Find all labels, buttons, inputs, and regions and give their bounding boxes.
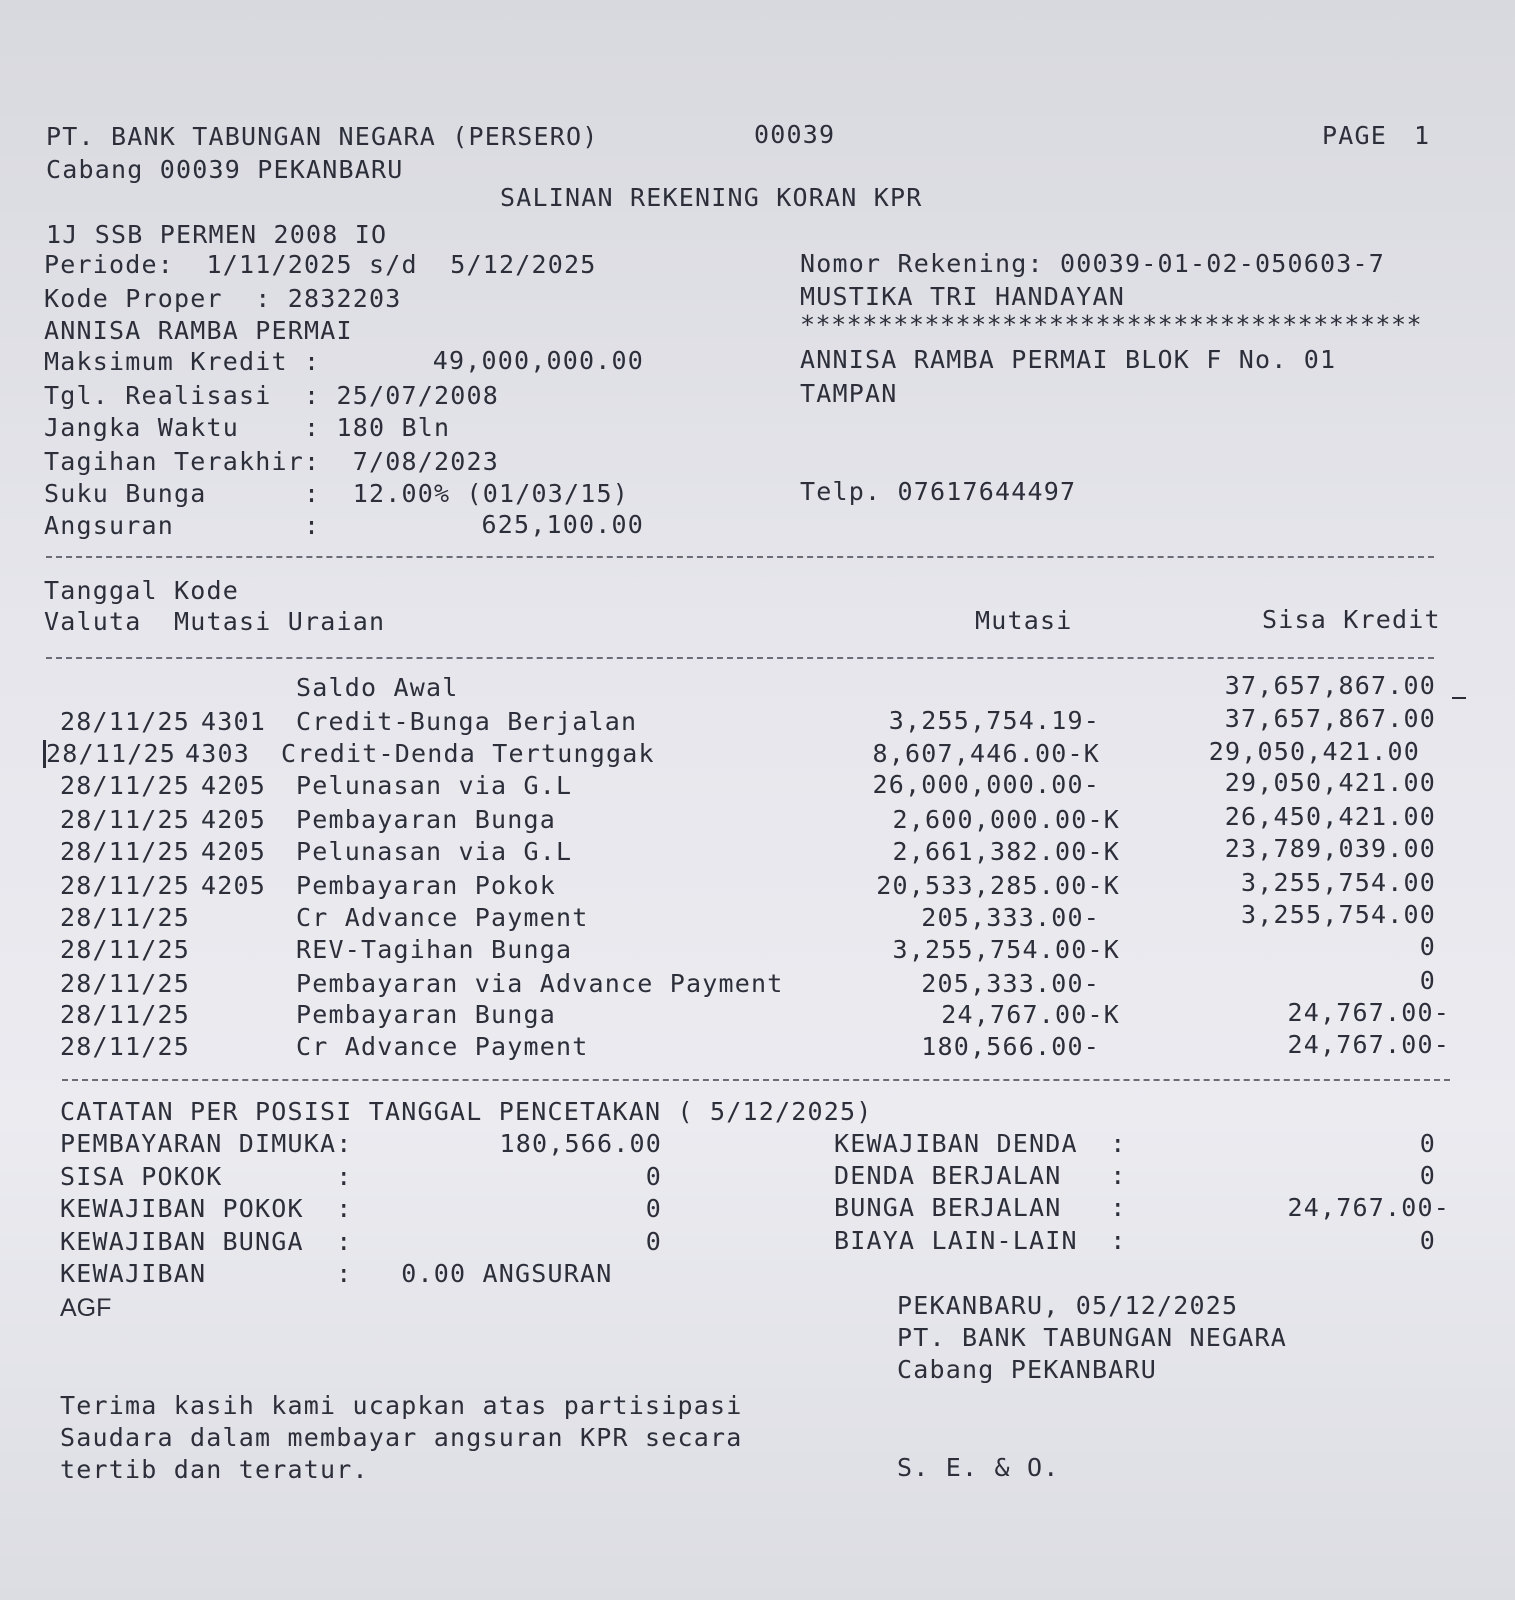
row-sisa-kredit: 24,767.00- — [1287, 1030, 1450, 1059]
row-mutasi: 24,767.00-K — [941, 1000, 1120, 1029]
row-sisa-kredit: 23,789,039.00 — [1224, 834, 1436, 863]
suku-bunga-line: Suku Bunga : 12.00% (01/03/15) — [44, 479, 630, 508]
max-credit-label: Maksimum Kredit : — [44, 347, 321, 376]
row-mutasi: 180,566.00- — [921, 1032, 1100, 1061]
realisasi-line: Tgl. Realisasi : 25/07/2008 — [44, 381, 500, 410]
row-description: Pembayaran Bunga — [296, 805, 557, 834]
footer-branch: Cabang PEKANBARU — [897, 1355, 1158, 1384]
note-value: 0 — [645, 1194, 662, 1223]
col-header-valuta: Valuta Mutasi Uraian — [44, 607, 386, 636]
row-sisa-kredit: 3,255,754.00 — [1240, 868, 1436, 897]
row-description: Pelunasan via G.L — [296, 837, 573, 866]
row-description: Credit-Denda Tertunggak — [281, 739, 655, 768]
note-label: DENDA BERJALAN : — [834, 1161, 1127, 1190]
note-value: 0 — [645, 1227, 662, 1256]
row-description: Pembayaran Pokok — [296, 871, 557, 900]
row-date: 28/11/25 — [60, 707, 191, 736]
note-value: 0 — [1419, 1161, 1436, 1190]
note-label: BUNGA BERJALAN : — [834, 1193, 1127, 1222]
note-label: PEMBAYARAN DIMUKA: — [60, 1129, 353, 1158]
row-mutasi: 26,000,000.00- — [872, 770, 1100, 799]
branch-code: 00039 — [754, 120, 836, 149]
row-code: 4205 — [201, 771, 267, 800]
row-code: 4205 — [201, 805, 267, 834]
row-description: REV-Tagihan Bunga — [296, 935, 573, 964]
saldo-awal-label: Saldo Awal — [296, 673, 459, 702]
row-description: Pembayaran via Advance Payment — [296, 969, 784, 998]
row-description: Credit-Bunga Berjalan — [296, 707, 638, 736]
kode-proper-line: Kode Proper : 2832203 — [44, 284, 402, 313]
row-sisa-kredit: 0 — [1419, 932, 1436, 961]
notes-heading: CATATAN PER POSISI TANGGAL PENCETAKAN ( 5/12/2025) — [60, 1097, 873, 1126]
note-label: SISA POKOK : — [60, 1162, 353, 1191]
row-code: 4301 — [201, 707, 267, 736]
footer-bank: PT. BANK TABUNGAN NEGARA — [897, 1323, 1288, 1352]
note-label: KEWAJIBAN BUNGA : — [60, 1227, 353, 1256]
row-mutasi: 3,255,754.00-K — [892, 935, 1120, 964]
row-date: 28/11/25 — [60, 903, 191, 932]
note-label: KEWAJIBAN POKOK : — [60, 1194, 353, 1223]
account-number: Nomor Rekening: 00039-01-02-050603-7 — [800, 249, 1386, 278]
col-header-tanggal: Tanggal Kode — [44, 576, 240, 605]
periode-line: Periode: 1/11/2025 s/d 5/12/2025 — [44, 250, 597, 279]
note-value: 0 — [1419, 1226, 1436, 1255]
page-number: 1 — [1414, 121, 1431, 150]
customer-name: MUSTIKA TRI HANDAYAN — [800, 282, 1126, 311]
thanks-line-2: Saudara dalam membayar angsuran KPR secara — [60, 1423, 743, 1452]
agf-code: AGF — [60, 1294, 112, 1322]
kewajiban-line: KEWAJIBAN : 0.00 ANGSURAN — [60, 1259, 613, 1288]
row-sisa-kredit: 37,657,867.00 — [1224, 704, 1436, 733]
row-date: 28/11/25 — [60, 805, 191, 834]
row-mutasi: 8,607,446.00-K — [872, 739, 1100, 768]
tagihan-terakhir-line: Tagihan Terakhir: 7/08/2023 — [44, 447, 500, 476]
divider — [62, 1079, 1450, 1081]
jangka-waktu-line: Jangka Waktu : 180 Bln — [44, 413, 451, 442]
row-description: Pelunasan via G.L — [296, 771, 573, 800]
row-code: 4205 — [201, 837, 267, 866]
divider — [46, 556, 1434, 558]
address-line-1: ANNISA RAMBA PERMAI BLOK F No. 01 — [800, 345, 1337, 374]
row-sisa-kredit: 29,050,421.00 — [1224, 768, 1436, 797]
row-date: 28/11/25 — [60, 837, 191, 866]
thanks-line-3: tertib dan teratur. — [60, 1455, 369, 1484]
row-mutasi: 20,533,285.00-K — [876, 871, 1120, 900]
stars-line: **************************************** — [800, 310, 1423, 339]
row-code: 4303 — [185, 739, 251, 768]
document-title: SALINAN REKENING KORAN KPR — [500, 183, 923, 212]
branch-line: Cabang 00039 PEKANBARU — [46, 155, 404, 184]
seo-note: S. E. & O. — [897, 1453, 1060, 1482]
telephone: Telp. 07617644497 — [800, 477, 1077, 506]
row-sisa-kredit: 29,050,421.00 — [1208, 737, 1420, 766]
col-header-sisa: Sisa Kredit — [1262, 605, 1441, 634]
row-mutasi: 205,333.00- — [921, 903, 1100, 932]
row-code: 4205 — [201, 871, 267, 900]
project-name: ANNISA RAMBA PERMAI — [44, 316, 353, 345]
bank-name: PT. BANK TABUNGAN NEGARA (PERSERO) — [46, 122, 599, 151]
city-date: PEKANBARU, 05/12/2025 — [897, 1291, 1239, 1320]
angsuran-label: Angsuran : — [44, 511, 321, 540]
note-label: BIAYA LAIN-LAIN : — [834, 1226, 1127, 1255]
row-date: 28/11/25 — [60, 871, 191, 900]
row-mutasi: 205,333.00- — [921, 969, 1100, 998]
row-sisa-kredit: 24,767.00- — [1287, 998, 1450, 1027]
row-sisa-kredit: 0 — [1419, 966, 1436, 995]
max-credit-value: 49,000,000.00 — [432, 346, 644, 375]
note-value: 0 — [1419, 1129, 1436, 1158]
note-value: 180,566.00 — [499, 1129, 662, 1158]
row-mutasi: 3,255,754.19- — [888, 706, 1100, 735]
row-date: 28/11/25 — [60, 969, 191, 998]
col-header-mutasi: Mutasi — [975, 606, 1073, 635]
row-description: Cr Advance Payment — [296, 1032, 589, 1061]
note-label: KEWAJIBAN DENDA : — [834, 1129, 1127, 1158]
angsuran-value: 625,100.00 — [481, 510, 644, 539]
row-mutasi: 2,600,000.00-K — [892, 805, 1120, 834]
divider — [46, 657, 1434, 659]
row-sisa-kredit: 3,255,754.00 — [1240, 900, 1436, 929]
cursor-underscore — [1452, 697, 1466, 699]
row-description: Pembayaran Bunga — [296, 1000, 557, 1029]
saldo-awal-value: 37,657,867.00 — [1224, 671, 1436, 700]
address-line-2: TAMPAN — [800, 379, 898, 408]
thanks-line-1: Terima kasih kami ucapkan atas partisipasi — [60, 1391, 743, 1420]
row-date: 28/11/25 — [60, 935, 191, 964]
product-line: 1J SSB PERMEN 2008 IO — [46, 220, 388, 249]
row-date: 28/11/25 — [60, 1032, 191, 1061]
row-date: 28/11/25 — [60, 1000, 191, 1029]
page-label: PAGE — [1322, 121, 1388, 150]
row-description: Cr Advance Payment — [296, 903, 589, 932]
note-value: 24,767.00- — [1287, 1193, 1450, 1222]
note-value: 0 — [645, 1162, 662, 1191]
row-sisa-kredit: 26,450,421.00 — [1224, 802, 1436, 831]
row-mutasi: 2,661,382.00-K — [892, 837, 1120, 866]
row-date: 28/11/25 — [46, 739, 177, 768]
row-date: 28/11/25 — [60, 771, 191, 800]
